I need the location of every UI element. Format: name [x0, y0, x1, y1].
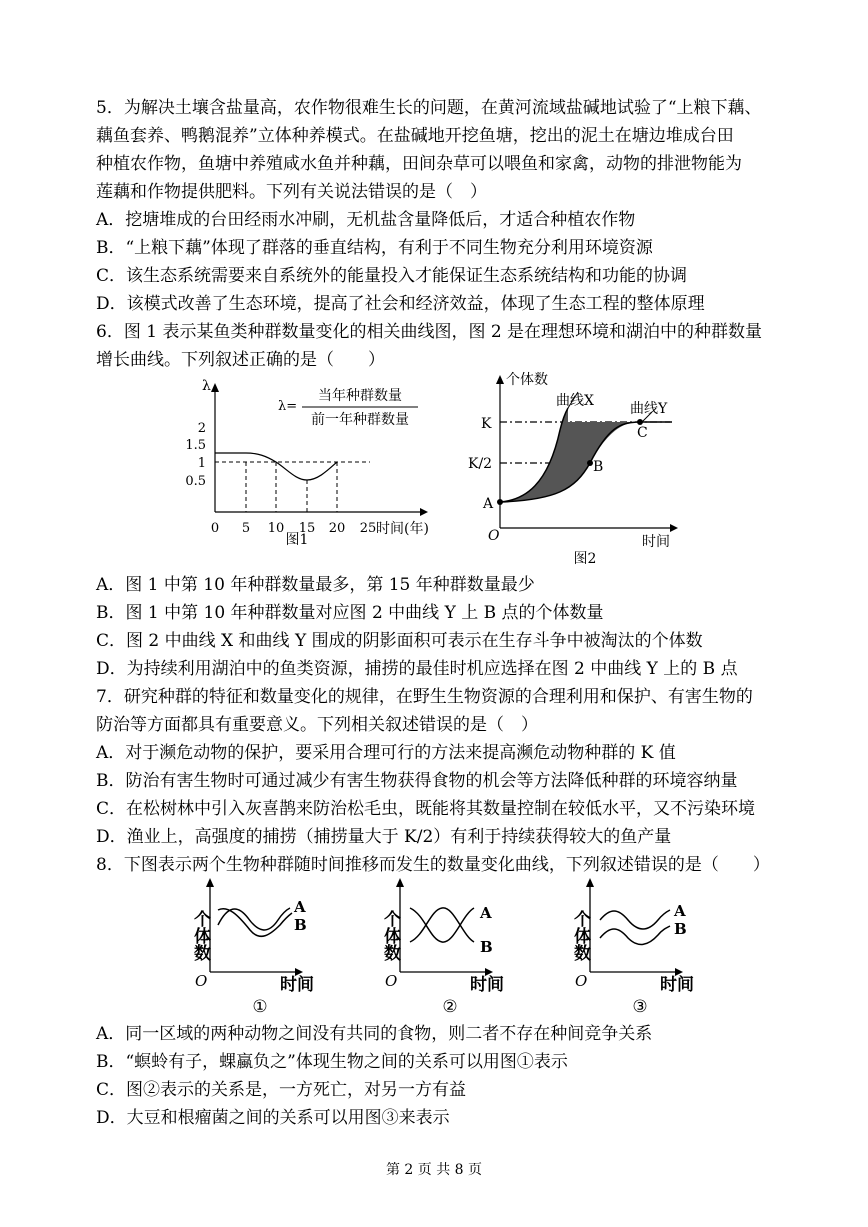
q8-graph-1-b-label: B — [294, 916, 307, 934]
q8-graph-1-origin: O — [195, 972, 208, 990]
fig1-ylabel: λ — [202, 378, 211, 394]
q8-graph-1-xlabel: 时间 — [280, 975, 314, 995]
fig2-k2-label: K/2 — [468, 456, 493, 472]
fig1-ytick-1: 1 — [197, 456, 206, 471]
q8-graph-2-a-label: A — [480, 904, 492, 922]
q8-graph-1-number: ① — [252, 997, 268, 1017]
q6-stem-line-1: 6．图 1 表示某鱼类种群数量变化的相关曲线图，图 2 是在理想环境和湖泊中的种群数量 — [96, 322, 763, 342]
q5-stem-line-1: 5．为解决土壤含盐量高，农作物很难生长的问题，在黄河流域盐碱地试验了“上粮下藕、 — [96, 98, 762, 118]
q6-option-a: A．图 1 中第 10 年种群数量最多，第 15 年种群数量最少 — [96, 575, 535, 595]
q5-option-c: C．该生态系统需要来自系统外的能量投入才能保证生态系统结构和功能的协调 — [96, 266, 688, 286]
q8-graph-2-curve-a — [410, 908, 474, 942]
q8-graph-2-xlabel: 时间 — [470, 975, 504, 995]
page-footer: 第 2 页 共 8 页 — [385, 1162, 483, 1178]
q8-graph-1-ylabel: 个体数 — [190, 910, 210, 961]
q8-graph-2-origin: O — [385, 972, 398, 990]
q8-option-a: A．同一区域的两种动物之间没有共同的食物，则二者不存在种间竞争关系 — [96, 1024, 653, 1044]
q8-graphs — [180, 880, 740, 1020]
q8-graph-1-a-label: A — [294, 898, 306, 916]
q8-graphs-svg — [180, 880, 740, 1020]
fig1-formula-numerator: 当年种群数量 — [318, 388, 402, 404]
fig2-point-b-label: B — [593, 459, 604, 475]
q8-graph-3-a-label: A — [674, 902, 686, 920]
q8-graph-1 — [190, 878, 314, 1017]
q8-option-c: C．图②表示的关系是，一方死亡，对另一方有益 — [96, 1080, 467, 1100]
q7-stem-line-1: 7．研究种群的特征和数量变化的规律，在野生生物资源的合理利用和保护、有害生物的 — [96, 687, 753, 707]
q7-stem-line-2: 防治等方面都具有重要意义。下列相关叙述错误的是（ ） — [96, 715, 538, 735]
fig1-ytick-1-5: 1.5 — [185, 438, 206, 453]
fig2-curve-y-label: 曲线Y — [630, 401, 668, 417]
fig1-xtick-5: 5 — [241, 521, 251, 536]
figure-2-svg — [468, 370, 690, 575]
q7-option-c: C．在松树林中引入灰喜鹊来防治松毛虫，既能将其数量控制在较低水平，又不污染环境 — [96, 799, 756, 819]
fig1-xtick-20: 20 — [328, 521, 346, 536]
q7-option-a: A．对于濒危动物的保护，要采用合理可行的方法来提高濒危动物种群的 K 值 — [96, 743, 676, 763]
q8-graph-3-xlabel: 时间 — [660, 975, 694, 995]
figure-1-svg — [180, 372, 460, 552]
q8-graph-1-curve-b — [218, 909, 292, 937]
q5-stem-line-4: 莲藕和作物提供肥料。下列有关说法错误的是（ ） — [96, 182, 487, 202]
q5-option-d: D．该模式改善了生态环境，提高了社会和经济效益，体现了生态工程的整体原理 — [96, 294, 705, 314]
fig1-formula-denominator: 前一年种群数量 — [311, 412, 409, 428]
fig2-point-a-label: A — [483, 496, 494, 512]
q8-stem-line-1: 8．下图表示两个生物种群随时间推移而发生的数量变化曲线，下列叙述错误的是（ ） — [96, 855, 770, 875]
fig2-x-arrow — [670, 524, 678, 532]
q8-option-d: D．大豆和根瘤菌之间的关系可以用图③来表示 — [96, 1108, 450, 1128]
q5-stem-line-3: 种植农作物，鱼塘中养殖咸水鱼并种藕，田间杂草可以喂鱼和家禽，动物的排泄物能为 — [96, 154, 742, 174]
fig1-lambda-curve — [215, 453, 337, 480]
figure-2 — [468, 370, 690, 575]
fig2-point-a — [497, 499, 503, 505]
fig1-formula-lhs: λ= — [278, 399, 298, 414]
q7-option-d: D．渔业上，高强度的捕捞（捕捞量大于 K/2）有利于持续获得较大的鱼产量 — [96, 827, 672, 847]
fig2-xlabel: 时间 — [642, 534, 670, 550]
fig1-caption: 图1 — [285, 532, 309, 548]
q8-graph-3-b-label: B — [674, 920, 687, 938]
fig2-y-arrow — [496, 375, 504, 384]
q8-graph-2-ylabel: 个体数 — [380, 910, 400, 961]
fig1-xlabel: 时间(年) — [376, 521, 429, 537]
q8-graph-3-ylabel: 个体数 — [570, 910, 590, 961]
q6-option-c: C．图 2 中曲线 X 和曲线 Y 围成的阴影面积可表示在生存斗争中被淘汰的个体数 — [96, 631, 703, 651]
q7-option-b: B．防治有害生物时可通过减少有害生物获得食物的机会等方法降低种群的环境容纳量 — [96, 771, 738, 791]
q8-graph-2-number: ② — [442, 997, 458, 1017]
q8-graph-2-b-label: B — [480, 938, 493, 956]
figure-1 — [180, 372, 460, 552]
q8-graph-3-curve-a — [600, 910, 670, 929]
fig1-xtick-25: 25 — [359, 521, 377, 536]
fig1-xtick-0: 0 — [210, 521, 220, 536]
fig2-point-c-label: C — [637, 425, 648, 441]
fig1-y-arrow — [211, 383, 219, 392]
fig1-xtick-10: 10 — [267, 521, 285, 536]
q8-graph-3-origin: O — [575, 972, 588, 990]
q8-graph-2-curve-b — [410, 908, 474, 942]
q5-option-a: A．挖塘堆成的台田经雨水冲刷，无机盐含量降低后，才适合种植农作物 — [96, 210, 636, 230]
q8-graph-3-curve-b — [600, 926, 670, 944]
fig1-ytick-2: 2 — [197, 421, 206, 436]
fig2-k-label: K — [481, 416, 492, 432]
q8-graph-3 — [570, 878, 694, 1017]
q5-stem-line-2: 藕鱼套养、鸭鹅混养”立体种养模式。在盐碱地开挖鱼塘，挖出的泥土在塘边堆成台田 — [96, 126, 734, 146]
q5-option-b: B．“上粮下藕”体现了群落的垂直结构，有利于不同生物充分利用环境资源 — [96, 238, 653, 258]
fig1-ytick-0-5: 0.5 — [185, 474, 206, 489]
fig1-x-arrow — [420, 508, 428, 516]
q8-graph-3-number: ③ — [632, 997, 648, 1017]
q8-graph-2 — [380, 878, 504, 1017]
fig2-origin: O — [488, 528, 500, 544]
q6-option-d: D．为持续利用湖泊中的鱼类资源，捕捞的最佳时机应选择在图 2 中曲线 Y 上的 B 点 — [96, 659, 738, 679]
q6-option-b: B．图 1 中第 10 年种群数量对应图 2 中曲线 Y 上 B 点的个体数量 — [96, 603, 604, 623]
fig2-curve-x-label: 曲线X — [556, 393, 594, 409]
q6-stem-line-2: 增长曲线。下列叙述正确的是（ ） — [96, 350, 385, 370]
fig1-xtick-15: 15 — [298, 521, 316, 536]
fig2-caption: 图2 — [573, 551, 597, 567]
fig2-ylabel: 个体数 — [506, 372, 548, 388]
q8-option-b: B．“螟蛉有子，蜾蠃负之”体现生物之间的关系可以用图①表示 — [96, 1052, 568, 1072]
